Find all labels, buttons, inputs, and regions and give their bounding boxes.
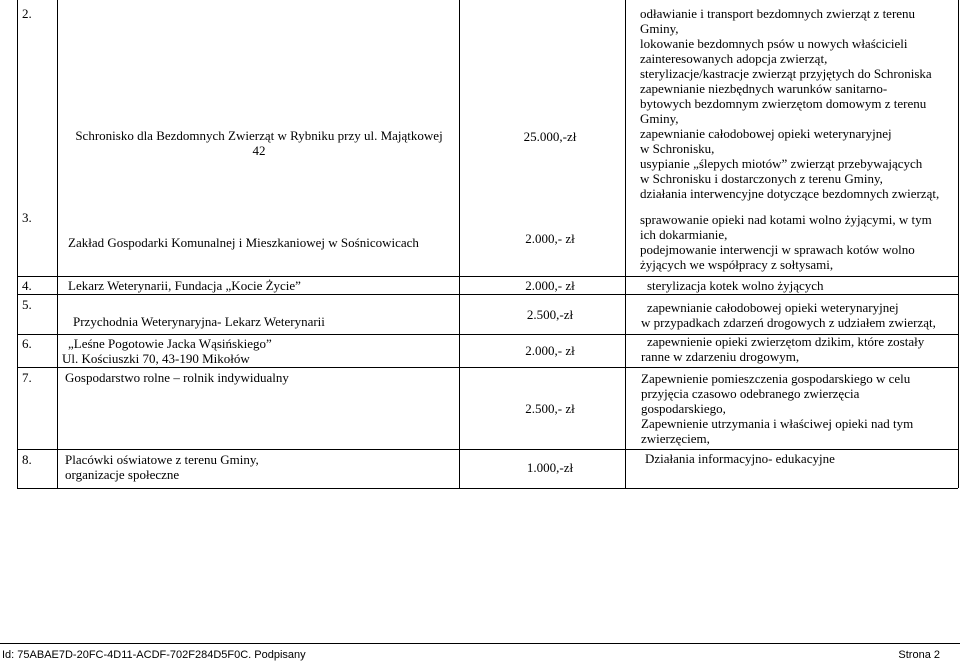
- row-description: Zapewnienie pomieszczenia gospodarskiego w celu przyjęcia czasowo odebranego zwierzęcia gospodarskiego, Zapewnienie utrzymania i właściwej opieki nad tym zwierzęciem,: [641, 371, 914, 446]
- row-description: zapewnienie opieki zwierzętom dzikim, które zostały ranne w zdarzeniu drogowym,: [641, 334, 925, 364]
- column-divider-1: [57, 0, 58, 488]
- row-name: „Leśne Pogotowie Jacka Wąsińskiego” Ul. Kościuszki 70, 43-190 Mikołów: [62, 336, 272, 366]
- row-description: Działania informacyjno- edukacyjne: [645, 451, 835, 466]
- row-name: Zakład Gospodarki Komunalnej i Mieszkaniowej w Sośnicowicach: [68, 235, 419, 250]
- row-number: 4.: [22, 278, 32, 293]
- row-number: 8.: [22, 452, 32, 467]
- column-divider-3: [625, 0, 626, 488]
- row-name: Schronisko dla Bezdomnych Zwierząt w Rybniku przy ul. Majątkowej 42: [75, 128, 443, 158]
- row-amount: 2.500,-zł: [526, 307, 574, 322]
- row-divider-7: [17, 367, 958, 368]
- row-description: sprawowanie opieki nad kotami wolno żyjącymi, w tym ich dokarmianie, podejmowanie interwencji w sprawach kotów wolno żyjących we współpracy z sołtysami,: [640, 212, 932, 272]
- row-name: Lekarz Weterynarii, Fundacja „Kocie Życie”: [68, 278, 301, 293]
- row-name: Placówki oświatowe z terenu Gminy, organizacje społeczne: [65, 452, 259, 482]
- row-amount: 2.000,- zł: [525, 343, 575, 358]
- row-description: sterylizacja kotek wolno żyjących: [647, 278, 824, 293]
- row-description: odławianie i transport bezdomnych zwierząt z terenu Gminy, lokowanie bezdomnych psów u nowych właścicieli zainteresowanych adopcja zwierząt, sterylizacje/kastracje zwierząt przyjętych do Schroniska zapewnianie niezbędnych warunków sanitarno- bytowych bezdomnym zwierzętom domowym z terenu Gminy, zapewnianie całodobowej opieki weterynaryjnej w Schronisku, usypianie „ślepych miotów” zwierząt przebywających w Schronisku i dostarczonych z terenu Gminy, działania interwencyjne dotyczące bezdomnych zwierząt,: [640, 6, 940, 201]
- row-description: zapewnianie całodobowej opieki weterynaryjnej w przypadkach zdarzeń drogowych z udziałem zwierząt,: [641, 300, 936, 330]
- table-border-left: [17, 0, 18, 488]
- row-name: Przychodnia Weterynaryjna- Lekarz Weterynarii: [73, 314, 325, 329]
- page-number: Strona 2: [898, 649, 940, 661]
- row-divider-8: [17, 449, 958, 450]
- footer-rule: [0, 643, 960, 644]
- row-amount: 25.000,-zł: [523, 129, 577, 144]
- row-number: 3.: [22, 210, 32, 225]
- row-number: 7.: [22, 370, 32, 385]
- document-id: Id: 75ABAE7D-20FC-4D11-ACDF-702F284D5F0C. Podpisany: [2, 649, 306, 661]
- row-number: 5.: [22, 297, 32, 312]
- row-amount: 1.000,-zł: [526, 460, 574, 475]
- row-divider-4: [17, 276, 958, 277]
- table-border-right: [958, 0, 959, 488]
- row-name: Gospodarstwo rolne – rolnik indywidualny: [65, 370, 289, 385]
- row-amount: 2.000,- zł: [525, 278, 575, 293]
- row-number: 2.: [22, 6, 32, 21]
- table-border-bottom: [17, 488, 958, 489]
- row-divider-5: [17, 294, 958, 295]
- column-divider-2: [459, 0, 460, 488]
- row-amount: 2.000,- zł: [525, 231, 575, 246]
- row-amount: 2.500,- zł: [525, 401, 575, 416]
- row-number: 6.: [22, 336, 32, 351]
